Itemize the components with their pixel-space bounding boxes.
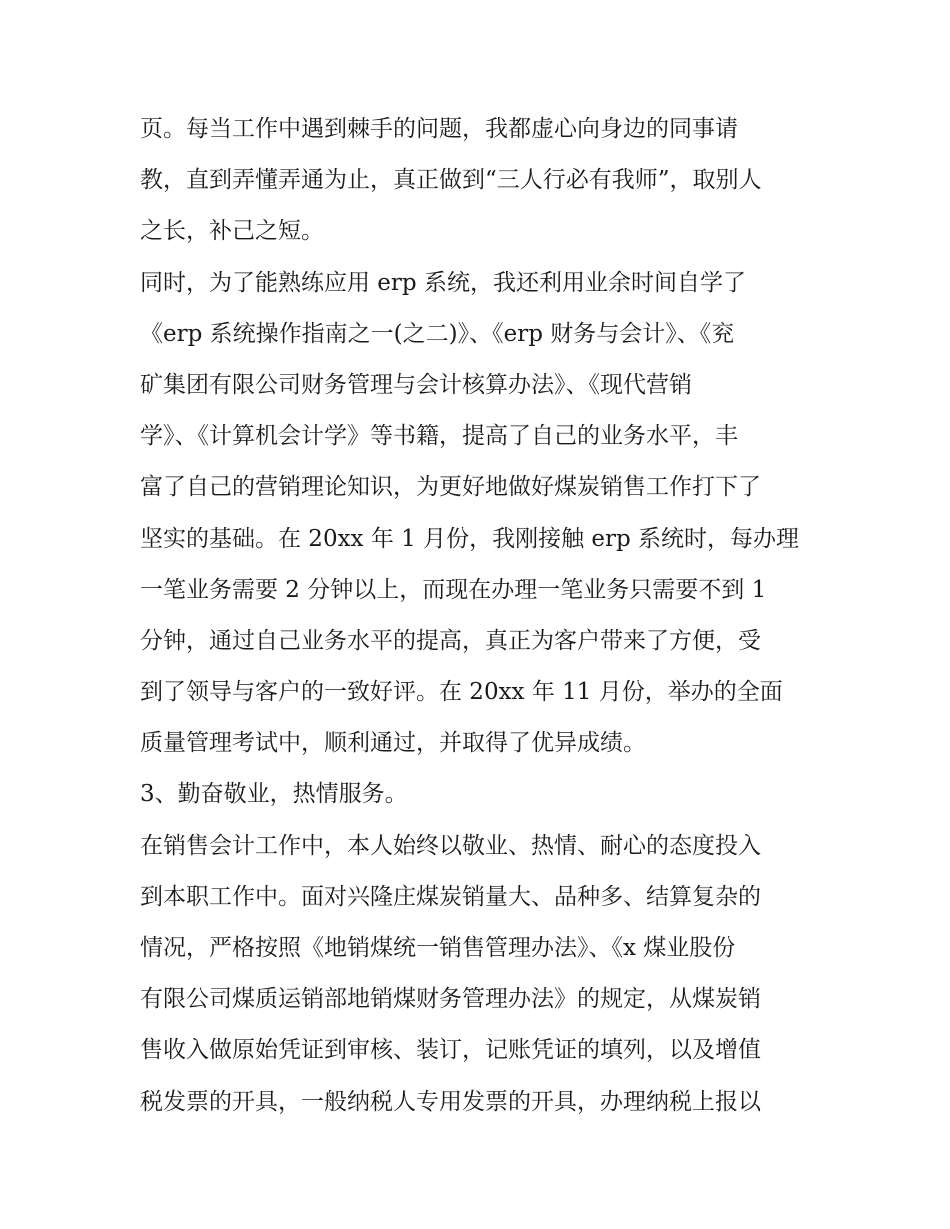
- text-line: 学》、《计算机会计学》等书籍，提高了自己的业务水平，丰: [140, 423, 738, 450]
- text-line: 一笔业务需要 2 分钟以上，而现在办理一笔业务只需要不到 1: [140, 576, 767, 603]
- text-line: 在销售会计工作中，本人始终以敬业、热情、耐心的态度投入: [140, 832, 761, 859]
- text-line: 富了自己的营销理论知识，为更好地做好煤炭销售工作打下了: [140, 474, 761, 501]
- text-line: 到了领导与客户的一致好评。在 20xx 年 11 月份，举办的全面: [140, 679, 783, 706]
- text-line: 矿集团有限公司财务管理与会计核算办法》、《现代营销: [140, 371, 692, 398]
- section-heading: 3、勤奋敬业，热情服务。: [140, 781, 408, 808]
- text-line: 情况，严格按照《地销煤统一销售管理办法》、《x 煤业股份: [140, 935, 736, 961]
- text-line: 到本职工作中。面对兴隆庄煤炭销量大、品种多、结算复杂的: [140, 883, 761, 910]
- text-line: 教，直到弄懂弄通为止，真正做到“三人行必有我师”，取别人: [140, 167, 762, 194]
- text-line: 质量管理考试中，顺利通过，并取得了优异成绩。: [140, 730, 646, 757]
- text-line: 同时，为了能熟练应用 erp 系统，我还利用业余时间自学了: [140, 269, 746, 296]
- body-text: [140, 104, 820, 1128]
- text-line: 分钟，通过自己业务水平的提高，真正为客户带来了方便，受: [140, 627, 761, 654]
- text-line: 坚实的基础。在 20xx 年 1 月份，我刚接触 erp 系统时，每办理: [140, 525, 800, 552]
- text-line: 有限公司煤质运销部地销煤财务管理办法》的规定，从煤炭销: [140, 986, 761, 1013]
- text-line: 之长，补己之短。: [140, 218, 324, 245]
- text-line: 售收入做原始凭证到审核、装订，记账凭证的填列，以及增值: [140, 1037, 761, 1064]
- text-line: 页。每当工作中遇到棘手的问题，我都虚心向身边的同事请: [140, 116, 738, 142]
- text-line: 税发票的开具，一般纳税人专用发票的开具，办理纳税上报以: [140, 1088, 761, 1115]
- text-line: 《erp 系统操作指南之一(之二)》、《erp 财务与会计》、《兖: [140, 320, 735, 347]
